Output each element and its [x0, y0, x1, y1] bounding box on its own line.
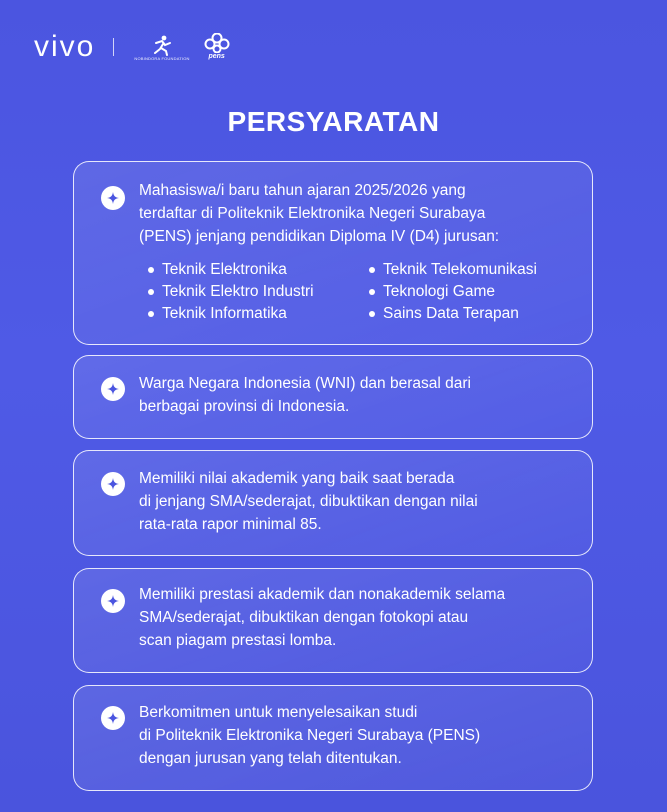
requirement-card-3 [73, 450, 593, 556]
requirement-line: di Politeknik Elektronika Negeri Surabaya (PENS) [139, 727, 481, 744]
requirement-line: terdaftar di Politeknik Elektronika Negeri Surabaya [139, 205, 486, 222]
requirement-line: scan piagam prestasi lomba. [139, 632, 337, 649]
sparkle-bullet-icon [101, 472, 125, 496]
major-item: Teknik Informatika [148, 303, 369, 325]
requirement-line: di jenjang SMA/sederajat, dibuktikan dengan nilai [139, 493, 478, 510]
page-title: PERSYARATAN [227, 106, 440, 137]
vivo-logo: vivo [34, 30, 96, 63]
foundation-runner-icon [151, 34, 173, 56]
requirement-line: Berkomitmen untuk menyelesaikan studi [139, 704, 418, 721]
pens-logo [202, 33, 232, 61]
sparkle-bullet-icon [101, 589, 125, 613]
requirement-line: SMA/sederajat, dibuktikan dengan fotokopi atau [139, 609, 469, 626]
requirement-line: (PENS) jenjang pendidikan Diploma IV (D4) jurusan: [139, 228, 500, 245]
requirement-line: Memiliki nilai akademik yang baik saat berada [139, 470, 455, 487]
requirement-text [139, 179, 574, 248]
header [34, 30, 232, 64]
major-item: Teknik Elektronika [148, 259, 369, 281]
major-item: Teknik Telekomunikasi [369, 259, 569, 281]
pens-text: pens [208, 53, 225, 60]
requirement-text [139, 467, 574, 536]
major-item: Sains Data Terapan [369, 303, 569, 325]
requirement-text [139, 701, 574, 770]
sparkle-bullet-icon [101, 186, 125, 210]
requirement-line: rata-rata rapor minimal 85. [139, 516, 322, 533]
requirement-line: berbagai provinsi di Indonesia. [139, 398, 350, 415]
requirement-text [139, 372, 574, 418]
requirement-line: Warga Negara Indonesia (WNI) dan berasal dari [139, 375, 471, 392]
pens-logo-icon [202, 33, 232, 53]
requirement-line: Mahasiswa/i baru tahun ajaran 2025/2026 yang [139, 182, 466, 199]
requirement-card-2 [73, 355, 593, 439]
requirement-card-5 [73, 685, 593, 791]
major-item: Teknologi Game [369, 281, 569, 303]
requirement-card-1 [73, 161, 593, 345]
requirement-line: Memiliki prestasi akademik dan nonakademik selama [139, 586, 506, 603]
foundation-text: NOBINDORA FOUNDATION [134, 55, 190, 61]
major-item: Teknik Elektro Industri [148, 281, 369, 303]
sparkle-bullet-icon [101, 706, 125, 730]
logo-divider [113, 38, 114, 56]
foundation-logo [134, 34, 189, 61]
requirement-line: dengan jurusan yang telah ditentukan. [139, 750, 402, 767]
sparkle-bullet-icon [101, 377, 125, 401]
requirement-text [139, 583, 574, 652]
major-list [148, 259, 568, 325]
requirement-card-4 [73, 568, 593, 673]
